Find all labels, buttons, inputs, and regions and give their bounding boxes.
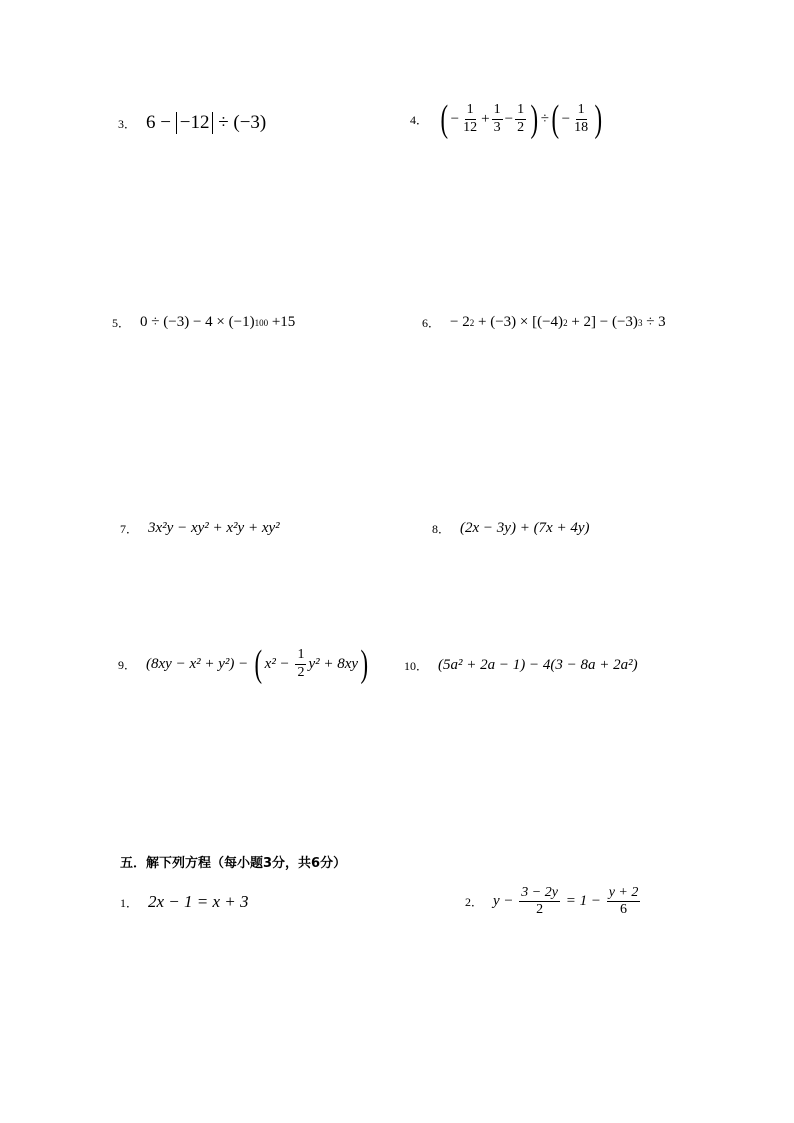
problem-number: 5． (112, 316, 131, 330)
fraction: $\frac{y + 2}{6}$ (608, 885, 639, 918)
fraction: $\frac{1}{12}$ (463, 102, 478, 135)
left-paren: ( (254, 643, 263, 685)
fraction: $\frac{1}{18}$ (574, 102, 589, 135)
problem-number: 4． (410, 112, 429, 127)
problem-expression: (8xy − x² + y²) − ( x² − $\frac{1}{2}$ y² + 8xy ) (146, 643, 369, 685)
equation-number: 2． (465, 895, 484, 910)
right-paren: ) (360, 643, 369, 685)
left-paren: ( (440, 98, 449, 140)
problem-7 (120, 520, 280, 537)
problem-number: 9． (118, 657, 137, 672)
problem-8 (432, 520, 590, 537)
equation-2 (465, 885, 642, 918)
right-paren: ) (594, 98, 603, 140)
problem-expression: (5a² + 2a − 1) − 4(3 − 8a + 2a²) (438, 657, 638, 673)
problem-expression: 0 ÷ (−3) − 4 × (−1) 100 +15 (140, 314, 296, 330)
problem-expression: − 2 2 + (−3) × [(−4) 2 + 2] − (−3) 3 ÷ 3 (450, 314, 666, 330)
problem-number: 6． (422, 316, 441, 330)
problem-10 (404, 657, 638, 674)
problem-expression: 6 − −12 ÷ (−3) (146, 112, 267, 133)
problem-4 (410, 100, 605, 138)
equation-expression: 2x − 1 = x + 3 (148, 892, 249, 911)
problem-expression: 3x²y − xy² + x²y + xy² (148, 520, 280, 536)
problem-6 (422, 314, 666, 331)
equation-1 (120, 892, 249, 912)
problem-number: 10． (404, 659, 429, 673)
fraction: $\frac{1}{3}$ (493, 102, 501, 135)
problem-number: 8． (432, 522, 451, 536)
problem-expression: ( − $\frac{1}{12}$ + $\frac{1}{3}$ − $\frac{1}{2}$ ) ÷ ( − $\frac{1}{18}$ ) (440, 98, 603, 140)
equation-expression: y − $\frac{3 - 2y}{2}$ = 1 − $\frac{y + 2}{6}$ (493, 885, 639, 918)
absolute-value: −12 (176, 112, 214, 134)
fraction: $\frac{1}{2}$ (297, 647, 305, 680)
problem-3 (118, 112, 266, 134)
problem-expression: (2x − 3y) + (7x + 4y) (460, 520, 590, 536)
equation-number: 1． (120, 895, 139, 910)
right-paren: ) (530, 98, 539, 140)
problem-5 (112, 314, 295, 331)
fraction: $\frac{3 - 2y}{2}$ (521, 885, 558, 918)
problem-number: 3． (118, 116, 137, 131)
fraction: $\frac{1}{2}$ (517, 102, 525, 135)
section-title: 五．解下列方程（每小题3分，共6分） (120, 856, 347, 871)
problem-9 (118, 645, 371, 683)
left-paren: ( (551, 98, 560, 140)
problem-number: 7． (120, 522, 139, 536)
